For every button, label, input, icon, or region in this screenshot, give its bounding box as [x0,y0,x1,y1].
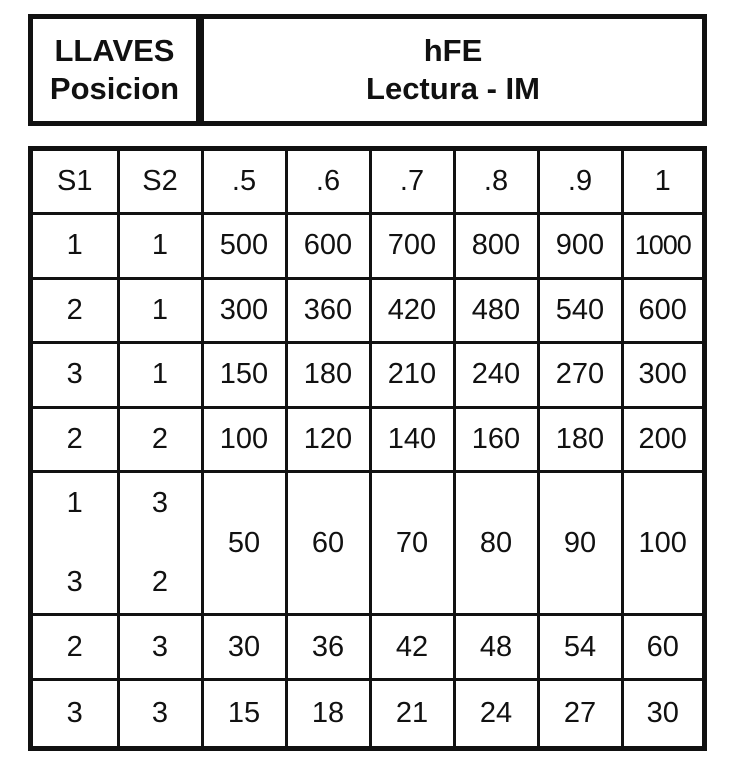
value-cell: 90 [538,472,622,615]
column-header: 1 [622,151,702,214]
s1-cell: 2 [33,278,118,343]
s1-value: 1 [66,487,83,520]
header-posicion: Posicion [49,71,180,106]
column-header: .6 [286,151,370,214]
header-hfe: hFE [423,33,483,68]
value-cell: 15 [202,679,286,746]
hfe-table [28,146,707,751]
value-cell: 60 [286,472,370,615]
header-llaves: LLAVES [54,33,175,68]
s2-cell: 1 [118,214,202,279]
value-cell: 30 [202,615,286,680]
table-row [33,278,702,343]
value-cell: 27 [538,679,622,746]
column-header: S2 [118,151,202,214]
hfe-reading-header [204,19,702,121]
s1-cell: 2 [33,407,118,472]
value-cell: 80 [454,472,538,615]
hfe-table-grid [33,151,702,746]
value-cell: 800 [454,214,538,279]
value-cell: 50 [202,472,286,615]
value-cell: 30 [622,679,702,746]
s1-cell: 3 [33,679,118,746]
column-header: .8 [454,151,538,214]
header-lectura: Lectura - IM [366,71,540,106]
value-cell: 360 [286,278,370,343]
value-cell: 54 [538,615,622,680]
column-header: .7 [370,151,454,214]
value-cell: 240 [454,343,538,408]
value-cell: 500 [202,214,286,279]
value-cell: 600 [286,214,370,279]
value-cell: 150 [202,343,286,408]
value-cell: 180 [538,407,622,472]
column-header: .5 [202,151,286,214]
value-cell: 18 [286,679,370,746]
value-cell: 160 [454,407,538,472]
value-cell: 600 [622,278,702,343]
s2-cell: 2 [118,407,202,472]
s2-value: 2 [151,566,169,599]
value-cell: 480 [454,278,538,343]
value-cell: 42 [370,615,454,680]
s1-value: 3 [66,566,83,599]
value-cell: 60 [622,615,702,680]
table-header-row [33,151,702,214]
table-row [33,679,702,746]
value-cell: 21 [370,679,454,746]
value-cell: 1000 [622,214,702,279]
s1-cell: 2 [33,615,118,680]
value-cell: 100 [622,472,702,615]
table-row [33,407,702,472]
s2-value: 3 [151,487,169,520]
s1-cell: 1 [33,214,118,279]
s2-cell: 1 [118,278,202,343]
value-cell: 270 [538,343,622,408]
value-cell: 420 [370,278,454,343]
column-header: .9 [538,151,622,214]
value-cell: 210 [370,343,454,408]
s2-cell: 1 [118,343,202,408]
value-cell: 700 [370,214,454,279]
value-cell: 120 [286,407,370,472]
value-cell: 24 [454,679,538,746]
value-cell: 48 [454,615,538,680]
value-cell: 180 [286,343,370,408]
s2-cell: 3 [118,615,202,680]
table-row [33,615,702,680]
value-cell: 36 [286,615,370,680]
column-header: S1 [33,151,118,214]
switch-position-header [33,19,204,121]
s2-cell: 3 [118,679,202,746]
value-cell: 540 [538,278,622,343]
table-row [33,214,702,279]
table-row [33,472,702,615]
s2-cell [118,472,202,615]
value-cell: 200 [622,407,702,472]
value-cell: 70 [370,472,454,615]
table-header-block [28,14,707,126]
value-cell: 300 [622,343,702,408]
value-cell: 900 [538,214,622,279]
table-row [33,343,702,408]
value-cell: 300 [202,278,286,343]
value-cell: 100 [202,407,286,472]
s1-cell [33,472,118,615]
value-cell: 140 [370,407,454,472]
s1-cell: 3 [33,343,118,408]
